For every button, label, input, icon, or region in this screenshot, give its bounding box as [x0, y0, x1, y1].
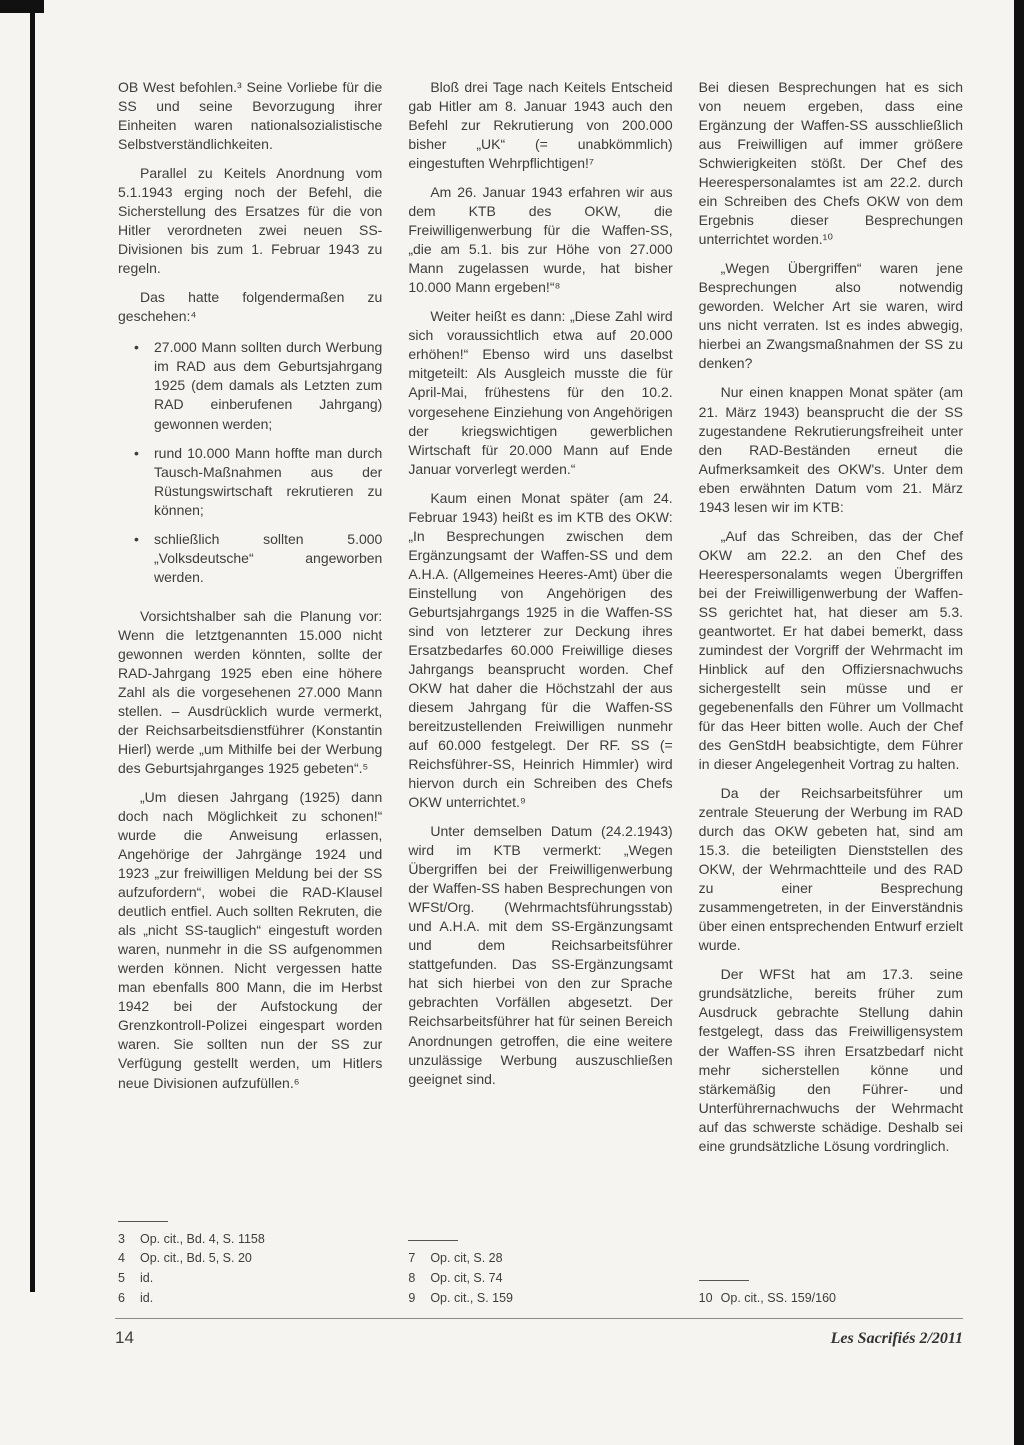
- paragraph: Nur einen knappen Monat später (am 21. März 1943) beansprucht die der SS zugestandene Rekrutierungsfreiheit unter den RAD-Beständen erneut die Aufmerksamkeit des OKW's. Unter dem eben erwähnten Datum vom 21. März 1943 lesen wir im KTB:: [698, 384, 963, 515]
- paragraph: Unter demselben Datum (24.2.1943) wird im KTB vermerkt: „Wegen Übergriffen bei der Freiwilligenwerbung der Waffen-SS haben Besprechungen von WFSt/Org. (Wehrmachtsführungsstab) und A.H.A. mit dem SS-Ergänzungsamt und dem Reichsarbeitsführer stattgefunden. Das SS-Ergänzungsamt hat sich hierbei von den zur Sprache gebrachten Vorfällen abgesetzt. Der Reichsarbeitsführer hat für seinen Bereich Anordnungen getroffen, die eine weitere unzulässige Werbung auszuschließen geeignet sind.: [408, 823, 673, 1087]
- footnote-number: 9: [408, 1291, 416, 1306]
- footnote: [699, 1290, 963, 1307]
- paragraph: „Auf das Schreiben, das der Chef OKW am 22.2. an den Chef des Heerespersonalamts wegen Übergriffen bei der Freiwilligenwerbung der Waffen-SS gerichtet hat, hat dieser am 5.3. geantwortet. Er hat dabei bemerkt, dass zumindest der Vorgriff der Wehrmacht im Hinblick auf den Offiziersnachwuchs sichergestellt sein müsse und er gegebenenfalls den Führer um Vollmacht für das Heer bitten wolle. Auch der Chef des GenStdH beabsichtigte, dem Führer in dieser Angelegenheit Vortrag zu halten.: [698, 527, 963, 773]
- column-1: [118, 78, 382, 1310]
- footnote-rule: [118, 1221, 168, 1222]
- paragraph: Bloß drei Tage nach Keitels Entscheid gab Hitler am 8. Januar 1943 auch den Befehl zur Rekrutierung von 200.000 bisher „UK“ (= unabkömmlich) eingestuften Wehrpflichtigen!⁷: [408, 79, 673, 172]
- bullet-item: • schließlich sollten 5.000 „Volksdeutsche“ angeworben werden.: [118, 530, 382, 587]
- bullet-item: • 27.000 Mann sollten durch Werbung im RAD aus dem Geburtsjahrgang 1925 (dem damals als Letzten zum RAD einberufenen Jahrgang) gewonnen werden;: [118, 338, 382, 433]
- footnote-number: 4: [118, 1251, 125, 1266]
- footnote-number: 3: [118, 1231, 125, 1246]
- paragraph: „Wegen Übergriffen“ waren jene Besprechungen also notwendig geworden. Welcher Art sie waren, wird uns nicht verraten. Ist es indes abwegig, hierbei an Zwangsmaßnahmen der SS zu denken?: [698, 260, 963, 372]
- paragraph: Der WFSt hat am 17.3. seine grundsätzliche, bereits früher zum Ausdruck gebrachte Stellung dahin festgelegt, dass das Freiwilligensystem der Waffen-SS ihren Ersatzbedarf nicht mehr sicherstellen könne und stärkemäßig den Führer- und Unterführernachwuchs der Wehrmacht auf das schwerste schädige. Deshalb sei eine grundsätzliche Lösung vordringlich.: [698, 966, 963, 1154]
- footnotes-column-3: [699, 1270, 963, 1310]
- footnote: [118, 1270, 382, 1287]
- footnote-number: 8: [408, 1271, 416, 1286]
- article-body: [118, 78, 963, 1310]
- footnote-number: 10: [698, 1291, 713, 1306]
- footnote-number: 6: [118, 1291, 125, 1306]
- bullet-list: [118, 338, 382, 596]
- paragraph: Weiter heißt es dann: „Diese Zahl wird sich voraussichtlich etwa auf 20.000 erhöhen!“ Ebenso wird uns daselbst mitgeteilt: Als Ausgleich musste die für April-Mai, frühestens für den 10.2. vorgesehene Einziehung von Angehörigen der kriegswichtigen gewerblichen Wirtschaft für 20.000 Mann auf Ende Januar vorverlegt werden.“: [408, 308, 673, 477]
- column-3: [699, 78, 963, 1310]
- footnote: [118, 1250, 382, 1267]
- paragraph: OB West befohlen.³ Seine Vorliebe für die SS und seine Bevorzugung ihrer Einheiten waren nationalsozialistische Selbstverständlichkeiten.: [118, 79, 383, 153]
- footnote-text: id.: [140, 1291, 154, 1306]
- footnote-rule: [408, 1240, 458, 1241]
- scan-artifact-top-corner: [0, 0, 44, 13]
- column-2: [408, 78, 672, 1310]
- footnote-text: Op. cit., Bd. 5, S. 20: [140, 1251, 252, 1266]
- scan-artifact-left-edge: [30, 0, 35, 1292]
- footnote: [118, 1231, 382, 1248]
- footnote-text: Op. cit., Bd. 4, S. 1158: [140, 1231, 265, 1246]
- footnote-number: 5: [118, 1271, 125, 1286]
- paragraph: Bei diesen Besprechungen hat es sich von neuem ergeben, dass eine Ergänzung der Waffen-SS ausschließlich aus Freiwilligen auf immer größere Schwierigkeiten stößt. Der Chef des Heerespersonalamtes ist am 22.2. durch ein Schreiben des Chefs OKW von dem Ergebnis dieser Besprechungen unterrichtet worden.¹⁰: [698, 79, 963, 248]
- footnote-rule: [699, 1280, 749, 1281]
- footnote: [408, 1270, 672, 1287]
- journal-title: Les Sacrifiés 2/2011: [830, 1330, 963, 1347]
- footnote-text: Op. cit., SS. 159/160: [720, 1291, 837, 1306]
- footnote: [118, 1290, 382, 1307]
- paragraph: Vorsichtshalber sah die Planung vor: Wenn die letztgenannten 15.000 nicht gewonnen werden könnten, sollte der RAD-Jahrgang 1925 eben eine höhere Zahl als die vorgesehenen 27.000 Mann stellen. – Ausdrücklich wurde vermerkt, der Reichsarbeitsdienstführer (Konstantin Hierl) werde „um Mithilfe bei der Werbung des Geburtsjahrganges 1925 gebeten“.⁵: [118, 607, 383, 776]
- footnotes-column-2: [408, 1230, 672, 1310]
- footnotes-column-1: [118, 1211, 382, 1311]
- paragraph: Parallel zu Keitels Anordnung vom 5.1.1943 erging noch der Befehl, die Sicherstellung des Ersatzes für die von Hitler verordneten zwei neuen SS-Divisionen bis zum 1. Februar 1943 zu regeln.: [118, 165, 383, 277]
- footnote-text: Op. cit, S. 74: [430, 1271, 503, 1286]
- paragraph: Kaum einen Monat später (am 24. Februar 1943) heißt es im KTB des OKW: „In Besprechungen zwischen dem Ergänzungsamt der Waffen-SS und dem A.H.A. (Allgemeines Heeres-Amt) über die Einstellung von Angehörigen des Geburtsjahrgangs 1925 in die Waffen-SS sind von letzterer zur Deckung ihres Ersatzbedarfes 60.000 Freiwillige dieses Jahrgangs beansprucht worden. Chef OKW hat daher die Höchstzahl der aus diesem Jahrgang für die Waffen-SS bereitzustellenden Freiwilligen nunmehr auf 60.000 festgelegt. Der RF. SS (= Reichsführer-SS, Heinrich Himmler) wird hiervon durch ein Schreiben des Chefs OKW unterrichtet.⁹: [408, 489, 673, 811]
- paragraph: Das hatte folgendermaßen zu geschehen:⁴: [118, 289, 383, 325]
- paragraph: Am 26. Januar 1943 erfahren wir aus dem KTB des OKW, die Freiwilligenwerbung für die Waffen-SS, „die am 5.1. bis zur Höhe von 27.000 Mann zugelassen wurde, hat bisher 10.000 Mann ergeben!“⁸: [408, 184, 673, 296]
- paragraph: Da der Reichsarbeitsführer um zentrale Steuerung der Werbung im RAD durch das OKW gebeten hat, sind am 15.3. die beteiligten Dienststellen des OKW, der Wehrmachtteile und des RAD zu einer Besprechung zusammengetreten, in der Einverständnis über einen entsprechenden Entwurf erzielt wurde.: [698, 785, 963, 954]
- bullet-item: • rund 10.000 Mann hoffte man durch Tausch-Maßnahmen aus der Rüstungswirtschaft rekrutieren zu können;: [118, 444, 382, 520]
- paragraph: „Um diesen Jahrgang (1925) dann doch nach Möglichkeit zu schonen!“ wurde die Anweisung erlassen, Angehörige der Jahrgänge 1924 und 1923 „zur freiwilligen Meldung bei der SS aufzufordern“, wobei die RAD-Klausel deutlich entfiel. Auch sollten Rekruten, die als „nicht SS-tauglich“ eingestuft worden waren, nunmehr in die SS aufgenommen werden können. Nicht vergessen hatte man ebenfalls 800 Mann, die im Herbst 1942 bei der Aufstockung der Grenzkontroll-Polizei eingespart worden waren. Sie sollten nun der SS zur Verfügung gestellt werden, um Hitlers neue Divisionen aufzufüllen.⁶: [118, 789, 383, 1091]
- page-footer: [115, 1318, 963, 1348]
- footnote-text: Op. cit, S. 28: [430, 1251, 503, 1266]
- footnote: [408, 1290, 672, 1307]
- page-number: 14: [115, 1328, 134, 1347]
- footnote-text: id.: [140, 1271, 154, 1286]
- footnote-text: Op. cit., S. 159: [430, 1291, 514, 1306]
- footnote: [408, 1250, 672, 1267]
- scan-artifact-right-edge: [1014, 0, 1024, 1445]
- footnote-number: 7: [408, 1251, 416, 1266]
